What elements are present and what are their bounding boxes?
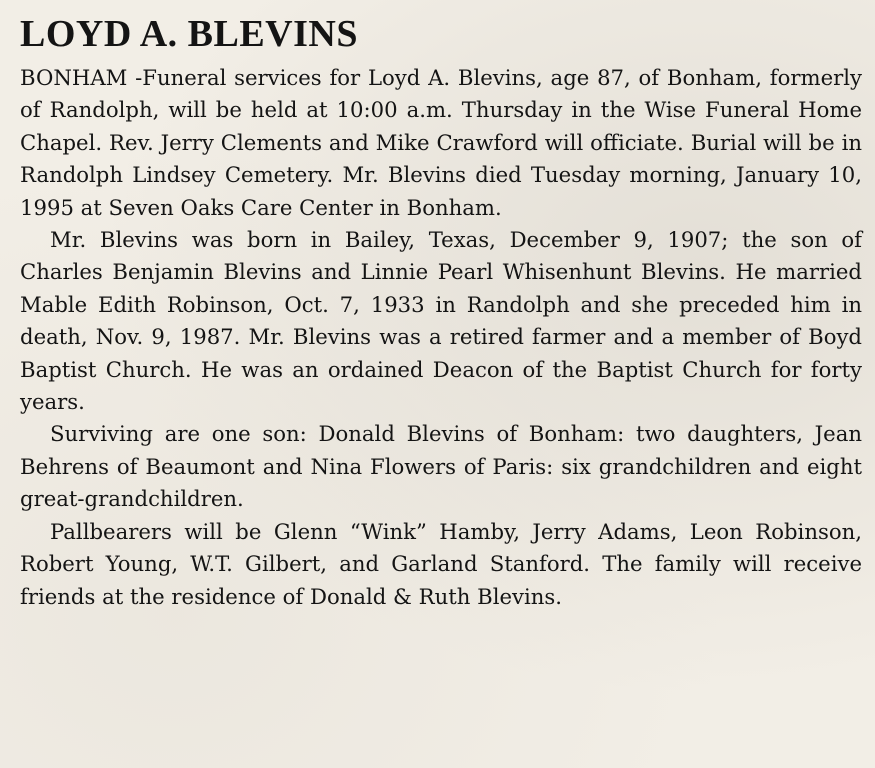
paragraph-pallbearers: Pallbearers will be Glenn “Wink” Hamby, Jerry Adams, Leon Robinson, Robert Young, W.T. Gilbert, and Garland Stanford. The family will receive friends at the residence of Donald & Ruth Blevins. bbox=[20, 518, 862, 609]
obituary-body bbox=[20, 62, 862, 613]
paragraph-survivors: Surviving are one son: Donald Blevins of Bonham: two daughters, Jean Behrens of Beaumont and Nina Flowers of Paris: six grandchildren and eight great-grandchildren. bbox=[20, 421, 862, 512]
obituary-headline: LOYD A. BLEVINS bbox=[20, 13, 358, 55]
paragraph-funeral-services: BONHAM -Funeral services for Loyd A. Blevins, age 87, of Bonham, formerly of Randolph, will be held at 10:00 a.m. Thursday in the Wise Funeral Home Chapel. Rev. Jerry Clements and Mike Crawford will officiate. Burial will be in Randolph Lindsey Cemetery. Mr. Blevins died Tuesday morning, January 10, 1995 at Seven Oaks Care Center in Bonham. bbox=[20, 65, 862, 220]
paragraph-biography: Mr. Blevins was born in Bailey, Texas, December 9, 1907; the son of Charles Benjamin Blevins and Linnie Pearl Whisenhunt Blevins. He married Mable Edith Robinson, Oct. 7, 1933 in Randolph and she preceded him in death, Nov. 9, 1987. Mr. Blevins was a retired farmer and a member of Boyd Baptist Church. He was an ordained Deacon of the Baptist Church for forty years. bbox=[20, 227, 862, 415]
